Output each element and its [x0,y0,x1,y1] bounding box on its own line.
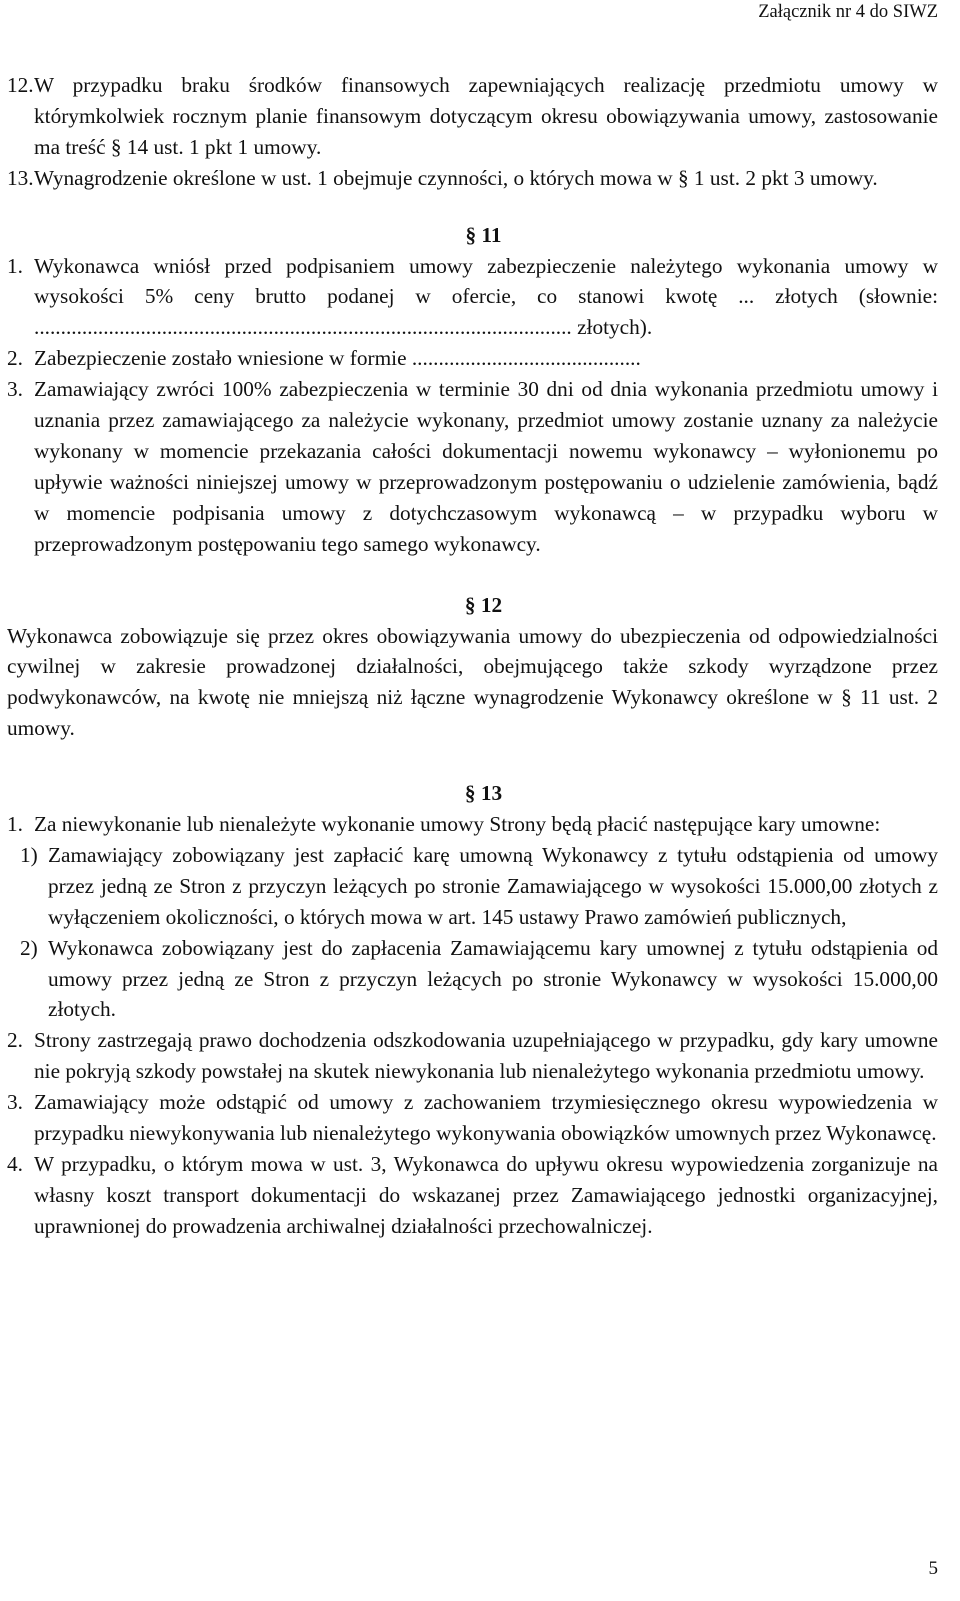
item-number: 3. [7,377,23,402]
sub-item-number: 2) [20,935,38,960]
item-text: W przypadku, o którym mowa w ust. 3, Wykonawca do upływu okresu wypowiedzenia zorganizuje na własny koszt transport dokumentacji do wskazanej przez Zamawiającego jednostki organizacyjnej, uprawnionej do prowadzenia archiwalnej działalności przechowalniczej. [34,1152,938,1238]
list-item [0,251,960,344]
list-item [0,163,960,194]
list-item [0,809,960,840]
section-heading-12: § 12 [464,592,503,617]
item-text: Zabezpieczenie zostało wniesione w formie ........................................... [34,346,641,371]
item-number: 2. [7,346,23,371]
item-number: 1. [7,812,23,837]
sub-item-text: Zamawiający zobowiązany jest zapłacić karę umowną Wykonawcy z tytułu odstąpienia od umowy przez jedną ze Stron z przyczyn leżących po stronie Zamawiającego w wysokości 15.000,00 złotych z wyłączeniem okoliczności, o których mowa w art. 145 ustawy Prawo zamówień publicznych, [48,842,938,929]
sub-list-item [0,933,960,1026]
sub-list-item [0,840,960,933]
list-item [0,70,960,163]
sub-item-number: 1) [20,842,38,867]
list-item [0,1025,960,1087]
list-item [0,1087,960,1149]
item-number: 2. [7,1028,23,1053]
item-text: Strony zastrzegają prawo dochodzenia odszkodowania uzupełniającego w przypadku, gdy kary umowne nie pokryją szkody powstałej na skutek niewykonania lub nienależytego wykonania przedmiotu umowy. [34,1028,938,1084]
item-text: W przypadku braku środków finansowych zapewniających realizację przedmiotu umowy w którymkolwiek rocznym planie finansowym dotyczącym okresu obowiązywania umowy, zastosowanie ma treść § 14 ust. 1 pkt 1 umowy. [34,73,938,159]
item-text: Za niewykonanie lub nienależyte wykonanie umowy Strony będą płacić następujące kary umowne: [34,812,881,837]
item-number: 13. [7,165,34,190]
item-number: 12. [7,73,34,97]
page-number: 5 [928,1558,938,1579]
item-number: 3. [7,1090,23,1115]
attachment-header: Załącznik nr 4 do SIWZ [758,2,938,22]
item-number: 1. [7,253,23,278]
list-item [0,1149,960,1242]
item-text: Wykonawca wniósł przed podpisaniem umowy zabezpieczenie należytego wykonania umowy w wysokości 5% ceny brutto podanej w ofercie, co stanowi kwotę ... złotych (słownie: ..................................................................................................... złotych). [34,253,938,340]
item-number: 4. [7,1152,23,1176]
section-heading-11: § 11 [465,222,502,247]
item-text: Zamawiający może odstąpić od umowy z zachowaniem trzymiesięcznego okresu wypowiedzenia w przypadku niewykonywania lub nienależytego wykonywania obowiązków umownych przez Wykonawcę. [34,1090,938,1146]
item-text: Zamawiający zwróci 100% zabezpieczenia w terminie 30 dni od dnia wykonania przedmiotu umowy i uznania przez zamawiającego za należycie wykonany, przedmiot umowy zostanie uznany za należycie wykonany w momencie przekazania całości dokumentacji nowemu wykonawcy – wyłonionemu po upływie ważności niniejszej umowy w przeprowadzonym postępowaniu o udzielenie zamówienia, bądź w momencie podpisania umowy z dotychczasowym wykonawcą – w przypadku wyboru w przeprowadzonym postępowaniu tego samego wykonawcy. [34,377,938,556]
item-text: Wynagrodzenie określone w ust. 1 obejmuje czynności, o których mowa w § 1 ust. 2 pkt 3 umowy. [34,165,878,190]
section-12-paragraph: Wykonawca zobowiązuje się przez okres obowiązywania umowy do ubezpieczenia od odpowiedzialności cywilnej w zakresie prowadzonej działalności, obejmującego także szkody wyrządzone przez podwykonawców, na kwotę nie mniejszą niż łączne wynagrodzenie Wykonawcy określone w § 11 ust. 2 umowy. [7,623,938,741]
sub-item-text: Wykonawca zobowiązany jest do zapłacenia Zamawiającemu kary umownej z tytułu odstąpienia od umowy przez jedną ze Stron z przyczyn leżących po stronie Wykonawcy w wysokości 15.000,00 złotych. [48,935,938,1022]
section-heading-13: § 13 [464,781,503,806]
list-item [0,374,960,559]
document-body [0,70,960,1242]
list-item [0,343,960,374]
